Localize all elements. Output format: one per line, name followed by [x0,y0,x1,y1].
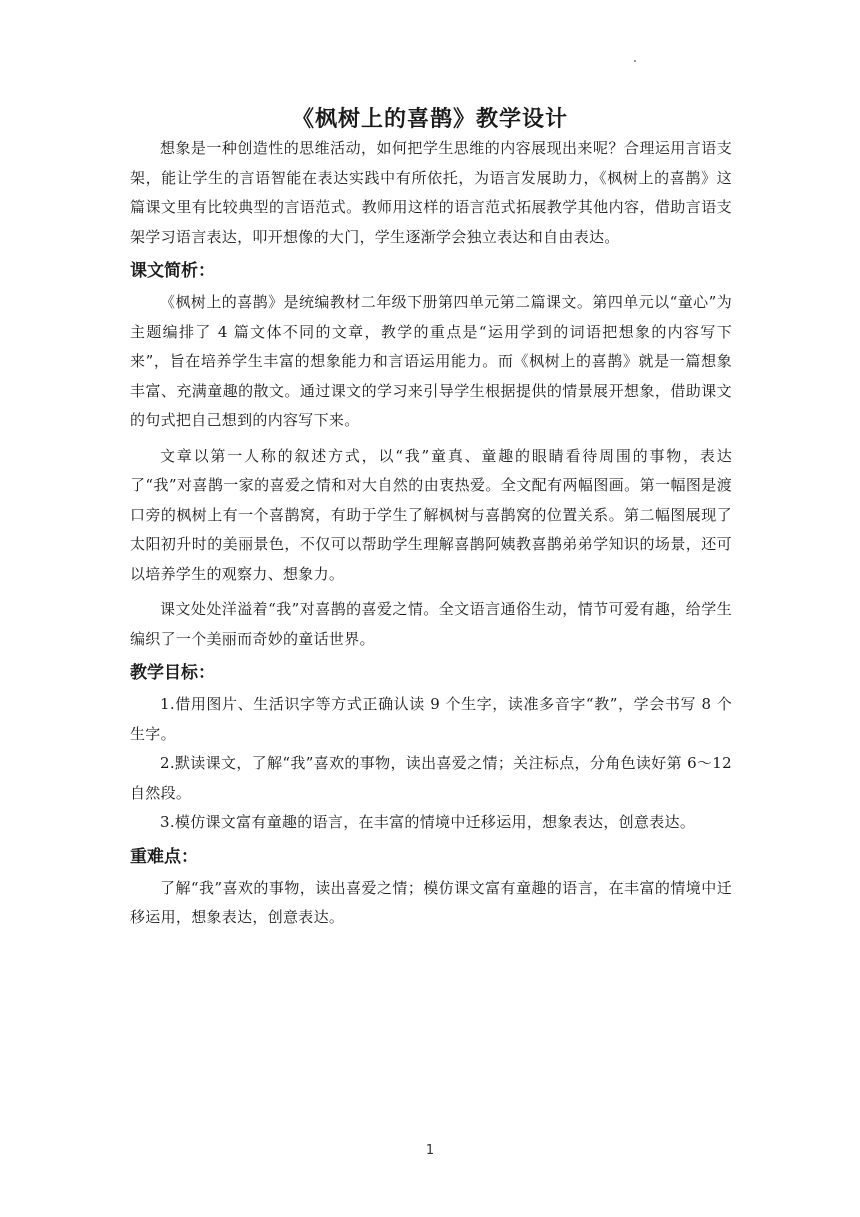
analysis-paragraph-2: 文章以第一人称的叙述方式，以“我”童真、童趣的眼睛看待周围的事物，表达了“我”对喜鹊一家的喜爱之情和对大自然的由衷热爱。全文配有两幅图画。第一幅图是渡口旁的枫树上有一个喜鹊窝，有助于学生了解枫树与喜鹊窝的位置关系。第二幅图展现了太阳初升时的美丽景色，不仅可以帮助学生理解喜鹊阿姨教喜鹊弟弟学知识的场景，还可以培养学生的观察力、想象力。 [130,446,732,583]
objective-item-2: 2.默读课文，了解“我”喜欢的事物，读出喜爱之情；关注标点，分角色读好第 6～12 自然段。 [130,754,732,802]
analysis-paragraph-1: 《枫树上的喜鹊》是统编教材二年级下册第四单元第二篇课文。第四单元以“童心”为主题编排了 4 篇文体不同的文章，教学的重点是“运用学到的词语把想象的内容写下来”，旨在培养学生丰富的想象能力和言语运用能力。而《枫树上的喜鹊》就是一篇想象丰富、充满童趣的散文。通过课文的学习来引导学生根据提供的情景展开想象，借助课文的句式把自己想到的内容写下来。 [130,293,732,429]
section-heading-analysis: 课文简析： [130,261,215,281]
section-heading-objectives: 教学目标： [130,663,215,683]
section-heading-key-points: 重难点： [130,846,198,867]
document-body [130,134,732,933]
intro-paragraph: 想象是一种创造性的思维活动，如何把学生思维的内容展现出来呢？合理运用言语支架，能让学生的言语智能在表达实践中有所依托，为语言发展助力，《枫树上的喜鹊》这篇课文里有比较典型的言语范式。教师用这样的语言范式拓展教学其他内容，借助言语支架学习语言表达，叩开想像的大门，学生逐渐学会独立表达和自由表达。 [130,139,732,246]
objective-item-3: 3.模仿课文富有童趣的语言，在丰富的情境中迁移运用，想象表达，创意表达。 [160,813,696,831]
decorative-dot [634,60,636,62]
document-title: 《枫树上的喜鹊》教学设计 [291,107,568,132]
objective-item-1: 1.借用图片、生活识字等方式正确认读 9 个生字，读准多音字“教”，学会书写 8 个生字。 [130,695,732,743]
analysis-paragraph-3: 课文处处洋溢着“我”对喜鹊的喜爱之情。全文语言通俗生动，情节可爱有趣，给学生编织了一个美丽而奇妙的童话世界。 [130,600,732,648]
page-number: 1 [425,1143,435,1158]
key-points-paragraph: 了解“我”喜欢的事物，读出喜爱之情；模仿课文富有童趣的语言，在丰富的情境中迁移运用，想象表达，创意表达。 [130,878,732,926]
